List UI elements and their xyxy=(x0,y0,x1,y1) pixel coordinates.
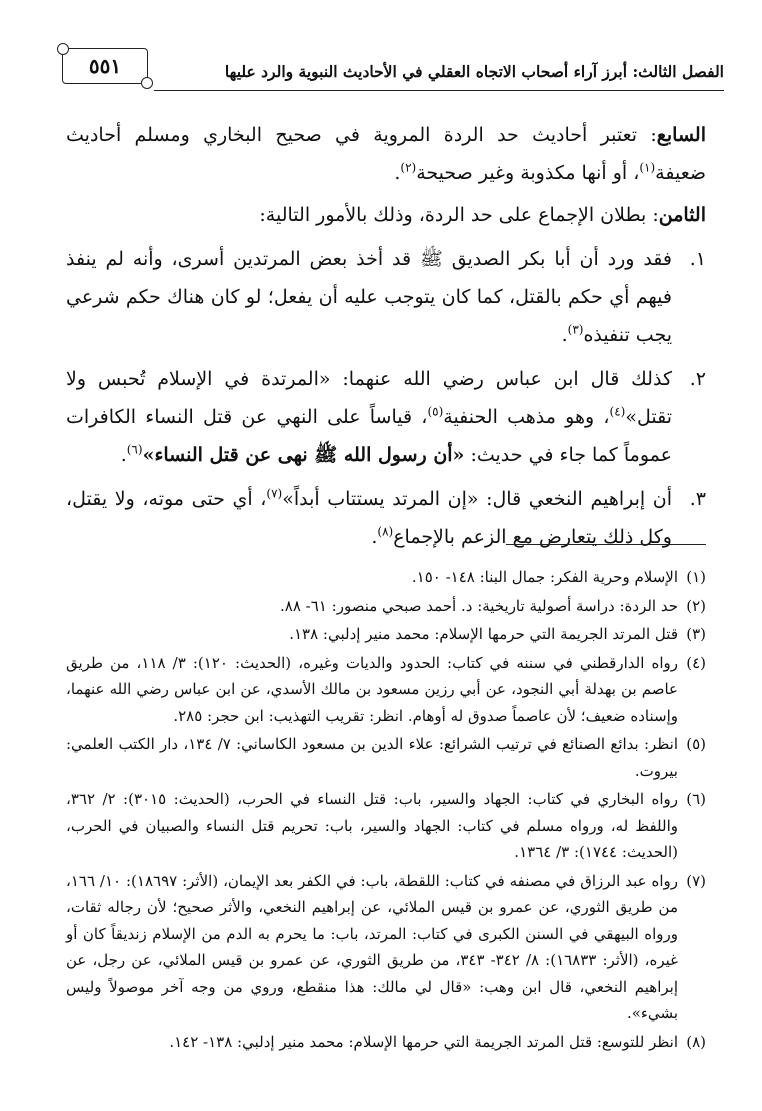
footnote-ref: (٢) xyxy=(400,160,417,175)
footnote-text: انظر: بدائع الصنائع في ترتيب الشرائع: علاء الدين بن مسعود الكاساني: ٧/ ١٣٤، دار الكتب العلمي: بيروت. xyxy=(66,735,678,780)
paragraph-seventh xyxy=(66,116,706,192)
footnote-ref: (٣) xyxy=(567,322,584,337)
footnote-text: الإسلام وحرية الفكر: جمال البنا: ١٤٨- ١٥٠. xyxy=(411,568,678,586)
footnote-text: حد الردة: دراسة أصولية تاريخية: د. أحمد صبحي منصور: ٦١- ٨٨. xyxy=(280,596,678,615)
item-text-run: أن إبراهيم النخعي قال: «إن المرتد يستتاب أبداً» xyxy=(282,488,672,510)
paragraph-text: ، أو أنها مكذوبة وغير صحيحة xyxy=(416,162,640,184)
footnote xyxy=(66,621,706,648)
footnote-number: (٨) xyxy=(686,1032,706,1051)
footnote-ref: (٥) xyxy=(427,404,444,419)
paragraph-lead: الثامن xyxy=(658,204,706,226)
item-text-run: ، أي حتى موته، ولا يقتل، وكل ذلك يتعارض مع الزعم بالإجماع xyxy=(66,488,672,548)
footnote xyxy=(66,1029,706,1056)
item-text-run: ، قياساً على النهي عن قتل النساء الكافرات عموماً كما جاء في حديث: xyxy=(66,406,672,466)
footnote xyxy=(66,868,706,1027)
footnote-text: انظر للتوسع: قتل المرتد الجريمة التي حرمها الإسلام: محمد منير إدلبي: ١٣٨- ١٤٢. xyxy=(169,1032,678,1051)
paragraph-eighth xyxy=(66,196,706,234)
hadith-quote: «أن رسول الله ﷺ نهى عن قتل النساء» xyxy=(142,444,465,466)
footnote-number: (٢) xyxy=(686,596,706,615)
footnote-ref: (٤) xyxy=(609,404,626,419)
footnote-text: رواه الدارقطني في سننه في كتاب: الحدود والديات وغيره، (الحديث: ١٢٠): ٣/ ١١٨، من طريق عاصم بن بهدلة أبي النجود، عن أبي رزين مسعود بن مالك الأسدي، عن ابن عباس رضي الله عنهما، وإسناده ضعيف؛ لأن عاصماً صدوق له أوهام. انظر: تقريب التهذيب: ابن حجر: ٢٨٥. xyxy=(66,653,678,725)
list-item xyxy=(66,240,706,354)
paragraph-lead: السابع xyxy=(656,124,706,146)
item-end: . xyxy=(120,444,127,466)
item-text-run: ، وهو مذهب الحنفية xyxy=(443,406,610,428)
footnote-ref: (٦) xyxy=(126,442,143,457)
footnote xyxy=(66,564,706,591)
paragraph-text: : بطلان الإجماع على حد الردة، وذلك بالأمور التالية: xyxy=(259,204,659,226)
chapter-running-title: الفصل الثالث: أبرز آراء أصحاب الاتجاه العقلي في الأحاديث النبوية والرد عليها xyxy=(224,62,724,81)
item-end: . xyxy=(371,526,378,548)
list-item-text xyxy=(66,240,672,354)
footnote xyxy=(66,593,706,620)
footnote xyxy=(66,786,706,866)
footnote-number: (٣) xyxy=(686,625,706,643)
footnote-number: (٤) xyxy=(686,653,706,672)
footnote-number: (٥) xyxy=(686,735,706,753)
footnote-separator xyxy=(506,544,706,545)
paragraph-text: : تعتبر أحاديث حد الردة المروية في صحيح البخاري ومسلم أحاديث ضعيفة xyxy=(66,124,706,184)
list-item-number: ٢. xyxy=(689,368,706,390)
footnote xyxy=(66,650,706,730)
list-item xyxy=(66,360,706,474)
footnote-number: (١) xyxy=(686,568,706,586)
item-text-run: فقد ورد أن أبا بكر الصديق ﷺ قد أخذ بعض المرتدين أسرى، وأنه لم ينفذ فيهم أي حكم بالقتل، كما كان يتوجب عليه أن يفعل؛ لو كان هناك حكم شرعي يجب تنفيذه xyxy=(66,248,672,346)
footnotes xyxy=(66,564,706,1057)
footnote-number: (٧) xyxy=(686,871,706,890)
list-item-number: ٣. xyxy=(689,488,706,510)
page-header xyxy=(62,40,724,94)
footnote-ref: (١) xyxy=(639,160,656,175)
list-item-text xyxy=(66,360,672,474)
main-text xyxy=(66,116,706,562)
item-end: . xyxy=(561,324,568,346)
list-item-number: ١. xyxy=(689,248,706,270)
page-number: ٥٥١ xyxy=(62,48,148,84)
footnote-number: (٦) xyxy=(686,790,706,808)
footnote xyxy=(66,731,706,784)
footnote-text: رواه البخاري في كتاب: الجهاد والسير، باب: قتل النساء في الحرب، (الحديث: ٣٠١٥): ٢/ ٣٦٢، واللفظ له، ورواه مسلم في كتاب: الجهاد والسير، باب: تحريم قتل النساء والصبيان في الحرب، (الحديث: ١٧٤٤): ٣/ ١٣٦٤. xyxy=(66,790,678,861)
item-text-run: كذلك قال ابن عباس رضي الله عنهما: «المرتدة في الإسلام تُحبس ولا تقتل» xyxy=(66,368,672,428)
paragraph-end: . xyxy=(394,162,401,184)
header-rule xyxy=(154,90,724,91)
footnote-ref: (٨) xyxy=(377,524,394,539)
footnote-text: قتل المرتد الجريمة التي حرمها الإسلام: محمد منير إدلبي: ١٣٨. xyxy=(289,625,678,643)
footnote-text: رواه عبد الرزاق في مصنفه في كتاب: اللقطة، باب: في الكفر بعد الإيمان، (الأثر: ١٨٦٩٧): ١٠/ ١٦٦، من طريق الثوري، عن عمرو بن قيس الملائي، عن إبراهيم النخعي، والأثر صحيح؛ لأن رجاله ثقات، ورواه البيهقي في السنن الكبرى في كتاب: المرتد، باب: ما يحرم به الدم من الإسلام زنديقاً كان أو غيره، (الأثر: ١٦٨٣٣): ٨/ ٣٤٢- ٣٤٣، من طريق الثوري، عن عمرو بن قيس الملائي، عن رجل، عن إبراهيم النخعي، قال ابن وهب: «قال لي مالك: هذا منقطع، وروي من وجه آخر موصولاً وليس بشيء». xyxy=(66,871,678,1022)
footnote-ref: (٧) xyxy=(266,486,283,501)
